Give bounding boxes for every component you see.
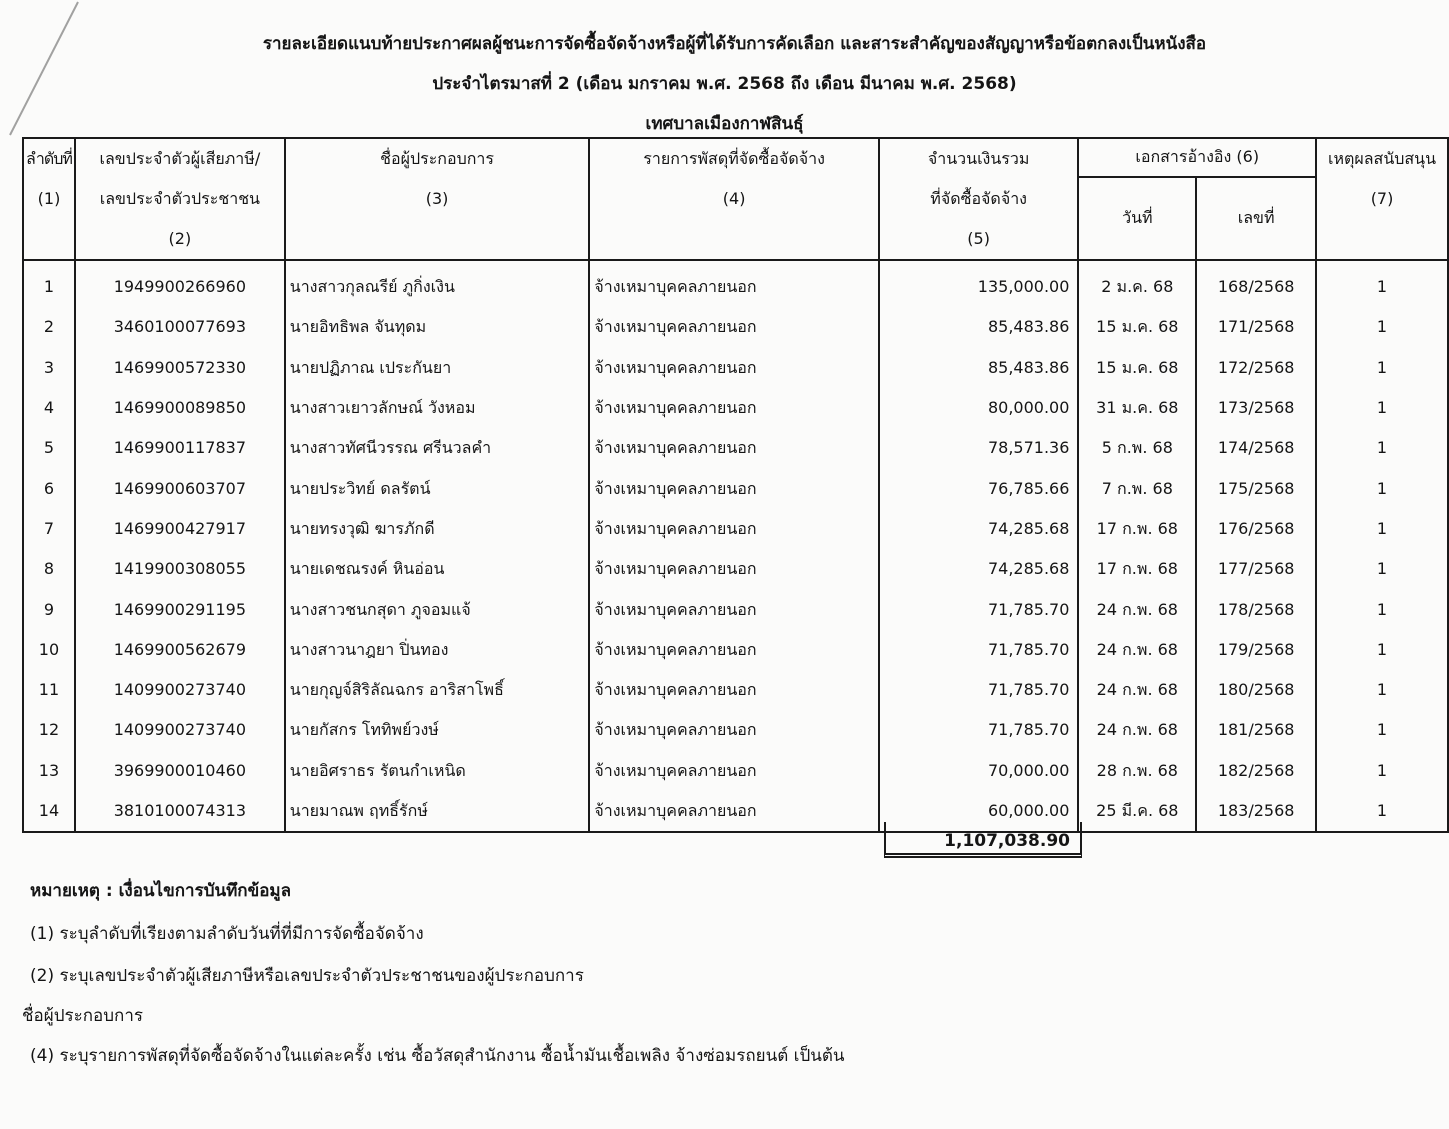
cell-date: 15 ม.ค. 68 [1078, 348, 1196, 388]
cell-tax-id: 1409900273740 [75, 670, 285, 710]
cell-item: จ้างเหมาบุคคลภายนอก [589, 670, 879, 710]
cell-name: นายกุญจ์สิริลัณฉกร อาริสาโพธิ์ [285, 670, 590, 710]
table-row [23, 267, 1448, 307]
cell-reason: 1 [1316, 307, 1448, 347]
header-col-item: รายการพัสดุที่จัดซื้อจัดจ้าง (4) [589, 138, 879, 260]
cell-no: 1 [23, 267, 75, 307]
header-col-doc-no: เลขที่ [1196, 177, 1316, 260]
header-col-amount: จำนวนเงินรวม ที่จัดซื้อจัดจ้าง (5) [879, 138, 1079, 260]
table-row [23, 428, 1448, 468]
cell-amount: 76,785.66 [879, 468, 1079, 508]
cell-amount: 60,000.00 [879, 791, 1079, 832]
cell-reason: 1 [1316, 267, 1448, 307]
cell-amount: 135,000.00 [879, 267, 1079, 307]
organization-name: เทศบาลเมืองกาฬสินธุ์ [645, 114, 804, 134]
cell-doc-no: 173/2568 [1196, 388, 1316, 428]
cell-tax-id: 3810100074313 [75, 791, 285, 832]
cell-no: 11 [23, 670, 75, 710]
cell-item: จ้างเหมาบุคคลภายนอก [589, 388, 879, 428]
table-row [23, 509, 1448, 549]
header-col-tax-id: เลขประจำตัวผู้เสียภาษี/ เลขประจำตัวประชาชน (2) [75, 138, 285, 260]
cell-amount: 70,000.00 [879, 751, 1079, 791]
cell-name: นายปฏิภาณ เประกันยา [285, 348, 590, 388]
cell-date: 17 ก.พ. 68 [1078, 509, 1196, 549]
cell-date: 25 มี.ค. 68 [1078, 791, 1196, 832]
cell-amount: 85,483.86 [879, 348, 1079, 388]
cell-name: นายอิศราธร รัตนกำเหนิด [285, 751, 590, 791]
cell-date: 24 ก.พ. 68 [1078, 630, 1196, 670]
cell-no: 7 [23, 509, 75, 549]
cell-name: นางสาวนาฎยา ปิ่นทอง [285, 630, 590, 670]
cell-doc-no: 177/2568 [1196, 549, 1316, 589]
cell-reason: 1 [1316, 710, 1448, 750]
cell-no: 13 [23, 751, 75, 791]
cell-tax-id: 1469900291195 [75, 589, 285, 629]
table-row [23, 751, 1448, 791]
cell-item: จ้างเหมาบุคคลภายนอก [589, 509, 879, 549]
cell-no: 2 [23, 307, 75, 347]
procurement-table [22, 137, 1449, 833]
cell-date: 24 ก.พ. 68 [1078, 589, 1196, 629]
cell-doc-no: 179/2568 [1196, 630, 1316, 670]
cell-date: 17 ก.พ. 68 [1078, 549, 1196, 589]
cell-name: นายทรงวุฒิ ฆารภักดี [285, 509, 590, 549]
cell-amount: 71,785.70 [879, 589, 1079, 629]
cell-no: 3 [23, 348, 75, 388]
cell-item: จ้างเหมาบุคคลภายนอก [589, 307, 879, 347]
table-header-row [23, 138, 1448, 177]
document-title: รายละเอียดแนบท้ายประกาศผลผู้ชนะการจัดซื้อจัดจ้างหรือผู้ที่ได้รับการคัดเลือก และสาระสำคัญของสัญญาหรือข้อตกลงเป็นหนังสือ [262, 34, 1207, 54]
cell-amount: 74,285.68 [879, 549, 1079, 589]
cell-name: นายประวิทย์ ดลรัตน์ [285, 468, 590, 508]
cell-name: นายมาณพ ฤทธิ์รักษ์ [285, 791, 590, 832]
cell-reason: 1 [1316, 348, 1448, 388]
cell-doc-no: 171/2568 [1196, 307, 1316, 347]
cell-name: นางสาวชนกสุดา ภูจอมแจ้ [285, 589, 590, 629]
table-row [23, 348, 1448, 388]
note-1: (1) ระบุลำดับที่เรียงตามลำดับวันที่ที่มีการจัดซื้อจัดจ้าง [30, 924, 424, 944]
cell-doc-no: 180/2568 [1196, 670, 1316, 710]
table-row [23, 307, 1448, 347]
cell-date: 24 ก.พ. 68 [1078, 670, 1196, 710]
cell-name: นายเดชณรงค์ หินอ่อน [285, 549, 590, 589]
cell-amount: 78,571.36 [879, 428, 1079, 468]
cell-no: 14 [23, 791, 75, 832]
cell-no: 10 [23, 630, 75, 670]
table-row [23, 549, 1448, 589]
cell-item: จ้างเหมาบุคคลภายนอก [589, 549, 879, 589]
cell-doc-no: 168/2568 [1196, 267, 1316, 307]
cell-name: นางสาวเยาวลักษณ์ วังหอม [285, 388, 590, 428]
cell-amount: 71,785.70 [879, 630, 1079, 670]
cell-date: 28 ก.พ. 68 [1078, 751, 1196, 791]
cell-name: นางสาวกุลณรีย์ ภูกิ่งเงิน [285, 267, 590, 307]
cell-no: 12 [23, 710, 75, 750]
cell-date: 5 ก.พ. 68 [1078, 428, 1196, 468]
table-row [23, 468, 1448, 508]
table-row [23, 589, 1448, 629]
cell-date: 2 ม.ค. 68 [1078, 267, 1196, 307]
cell-item: จ้างเหมาบุคคลภายนอก [589, 267, 879, 307]
grand-total: 1,107,038.90 [884, 822, 1082, 858]
cell-name: นายอิทธิพล จันทุดม [285, 307, 590, 347]
header-col-date: วันที่ [1078, 177, 1196, 260]
cell-item: จ้างเหมาบุคคลภายนอก [589, 468, 879, 508]
cell-reason: 1 [1316, 670, 1448, 710]
cell-date: 24 ก.พ. 68 [1078, 710, 1196, 750]
cell-item: จ้างเหมาบุคคลภายนอก [589, 589, 879, 629]
notes-heading: หมายเหตุ : เงื่อนไขการบันทึกข้อมูล [30, 881, 292, 901]
cell-tax-id: 1419900308055 [75, 549, 285, 589]
cell-reason: 1 [1316, 428, 1448, 468]
cell-item: จ้างเหมาบุคคลภายนอก [589, 751, 879, 791]
cell-tax-id: 1469900089850 [75, 388, 285, 428]
cell-doc-no: 174/2568 [1196, 428, 1316, 468]
cell-doc-no: 172/2568 [1196, 348, 1316, 388]
cell-tax-id: 3969900010460 [75, 751, 285, 791]
cell-reason: 1 [1316, 509, 1448, 549]
header-col-name: ชื่อผู้ประกอบการ (3) [285, 138, 590, 260]
cell-tax-id: 1469900117837 [75, 428, 285, 468]
cell-tax-id: 1469900562679 [75, 630, 285, 670]
cell-reason: 1 [1316, 468, 1448, 508]
cell-no: 4 [23, 388, 75, 428]
cell-item: จ้างเหมาบุคคลภายนอก [589, 630, 879, 670]
cell-name: นายกัสกร โททิพย์วงษ์ [285, 710, 590, 750]
cell-doc-no: 175/2568 [1196, 468, 1316, 508]
cell-no: 8 [23, 549, 75, 589]
cell-tax-id: 1409900273740 [75, 710, 285, 750]
note-2: (2) ระบุเลขประจำตัวผู้เสียภาษีหรือเลขประจำตัวประชาชนของผู้ประกอบการ [30, 966, 584, 986]
cell-reason: 1 [1316, 549, 1448, 589]
cell-amount: 74,285.68 [879, 509, 1079, 549]
cell-name: นางสาวทัศนีวรรณ ศรีนวลคำ [285, 428, 590, 468]
cell-reason: 1 [1316, 751, 1448, 791]
cell-amount: 85,483.86 [879, 307, 1079, 347]
cell-no: 5 [23, 428, 75, 468]
table-row [23, 388, 1448, 428]
cell-doc-no: 181/2568 [1196, 710, 1316, 750]
note-3: ชื่อผู้ประกอบการ [22, 1006, 144, 1026]
cell-item: จ้างเหมาบุคคลภายนอก [589, 348, 879, 388]
table-row [23, 710, 1448, 750]
header-col-reason: เหตุผลสนับสนุน (7) [1316, 138, 1448, 260]
cell-doc-no: 176/2568 [1196, 509, 1316, 549]
table-row [23, 630, 1448, 670]
cell-reason: 1 [1316, 589, 1448, 629]
cell-item: จ้างเหมาบุคคลภายนอก [589, 428, 879, 468]
cell-tax-id: 1469900427917 [75, 509, 285, 549]
cell-item: จ้างเหมาบุคคลภายนอก [589, 710, 879, 750]
header-col-reference: เอกสารอ้างอิง (6) [1078, 138, 1316, 177]
cell-no: 9 [23, 589, 75, 629]
cell-item: จ้างเหมาบุคคลภายนอก [589, 791, 879, 832]
cell-reason: 1 [1316, 630, 1448, 670]
note-4: (4) ระบุรายการพัสดุที่จัดซื้อจัดจ้างในแต่ละครั้ง เช่น ซื้อวัสดุสำนักงาน ซื้อน้ำมันเชื้อเพลิง จ้างซ่อมรถยนต์ เป็นต้น [30, 1046, 845, 1066]
document-subtitle-quarter: ประจำไตรมาสที่ 2 (เดือน มกราคม พ.ศ. 2568 ถึง เดือน มีนาคม พ.ศ. 2568) [432, 74, 1017, 94]
cell-doc-no: 182/2568 [1196, 751, 1316, 791]
cell-date: 15 ม.ค. 68 [1078, 307, 1196, 347]
cell-reason: 1 [1316, 388, 1448, 428]
cell-tax-id: 1469900572330 [75, 348, 285, 388]
table-row [23, 791, 1448, 832]
header-col-no: ลำดับที่ (1) [23, 138, 75, 260]
cell-no: 6 [23, 468, 75, 508]
cell-tax-id: 1469900603707 [75, 468, 285, 508]
cell-tax-id: 1949900266960 [75, 267, 285, 307]
table-row [23, 670, 1448, 710]
cell-date: 31 ม.ค. 68 [1078, 388, 1196, 428]
cell-doc-no: 178/2568 [1196, 589, 1316, 629]
cell-tax-id: 3460100077693 [75, 307, 285, 347]
cell-amount: 71,785.70 [879, 670, 1079, 710]
cell-amount: 71,785.70 [879, 710, 1079, 750]
cell-reason: 1 [1316, 791, 1448, 832]
cell-date: 7 ก.พ. 68 [1078, 468, 1196, 508]
cell-amount: 80,000.00 [879, 388, 1079, 428]
cell-doc-no: 183/2568 [1196, 791, 1316, 832]
